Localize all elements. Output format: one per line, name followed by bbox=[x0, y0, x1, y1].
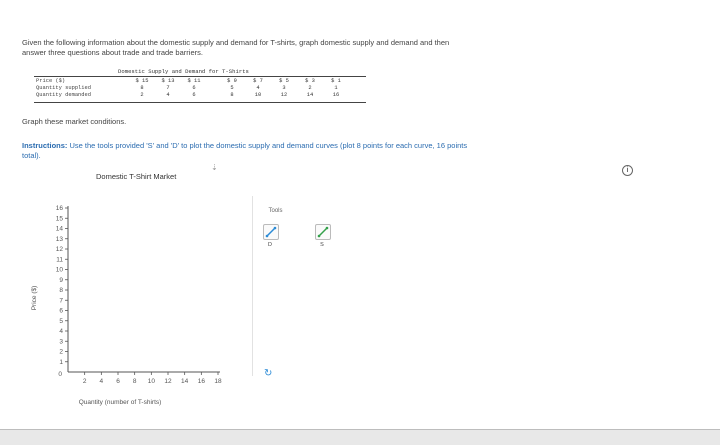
y-tick-label: 2 bbox=[59, 348, 63, 356]
x-tick-label: 14 bbox=[181, 378, 189, 385]
y-tick-label: 10 bbox=[55, 266, 63, 274]
y-axis-label: Price ($) bbox=[31, 285, 38, 311]
table-cell: $ 9 bbox=[227, 78, 237, 84]
table-cell: 12 bbox=[280, 92, 288, 98]
intro-line-1: Given the following information about the domestic supply and demand for T-shirts, graph domestic supply and demand and then bbox=[22, 38, 450, 47]
x-axis-label: Quantity (number of T-shirts) bbox=[78, 399, 162, 406]
instructions-text-cont: total). bbox=[22, 151, 41, 160]
mouse-cursor-icon: ⇣ bbox=[211, 163, 218, 172]
chart-title: Domestic T-Shirt Market bbox=[96, 172, 177, 181]
y-tick-label: 16 bbox=[55, 205, 63, 212]
domestic-tshirt-chart[interactable] bbox=[18, 196, 248, 426]
y-tick-label: 9 bbox=[59, 276, 63, 284]
y-tick-label: 13 bbox=[55, 235, 63, 243]
intro-line-2: answer three questions about trade and trade barriers. bbox=[22, 48, 203, 57]
y-tick-label: 12 bbox=[55, 246, 63, 253]
x-tick-label: 12 bbox=[164, 378, 172, 385]
table-cell: 4 bbox=[166, 92, 170, 98]
table-cell: 2 bbox=[308, 85, 312, 91]
demand-tool-label: D bbox=[268, 242, 272, 248]
y-tick-label: 5 bbox=[59, 317, 63, 325]
table-row-label: Quantity supplied bbox=[36, 85, 91, 91]
tools-label: Tools bbox=[268, 208, 283, 214]
graph-conditions-text: Graph these market conditions. bbox=[22, 117, 127, 126]
table-row-label: Quantity demanded bbox=[36, 92, 91, 98]
intro-text bbox=[22, 38, 682, 58]
x-tick-label: 4 bbox=[99, 378, 104, 385]
table-rule-top bbox=[34, 76, 366, 77]
table-title: Domestic Supply and Demand for T-Shirts bbox=[118, 68, 249, 75]
x-tick-label: 16 bbox=[197, 378, 205, 385]
table-cell: 14 bbox=[306, 92, 314, 98]
supply-tool-button[interactable] bbox=[315, 224, 331, 240]
table-cell: 4 bbox=[256, 85, 260, 91]
y-tick-label: 1 bbox=[59, 358, 63, 366]
table-cell: 2 bbox=[140, 92, 144, 98]
y-tick-label: 8 bbox=[59, 287, 63, 294]
table-cell: 1 bbox=[334, 85, 338, 91]
x-tick-label: 10 bbox=[147, 378, 155, 385]
demand-tool-button[interactable] bbox=[263, 224, 279, 240]
table-cell: 6 bbox=[192, 85, 196, 91]
x-tick-label: 8 bbox=[132, 378, 137, 385]
y-tick-label: 6 bbox=[59, 307, 63, 315]
table-cell: $ 5 bbox=[279, 78, 289, 84]
table-cell: $ 13 bbox=[161, 78, 175, 84]
instructions-label: Instructions: bbox=[22, 141, 68, 150]
table-cell: $ 7 bbox=[253, 78, 263, 84]
line-tool-icon bbox=[316, 225, 330, 239]
line-tool-icon bbox=[264, 225, 278, 239]
y-tick-label: 15 bbox=[55, 215, 63, 223]
table-cell: 10 bbox=[254, 92, 262, 98]
table-cell: $ 1 bbox=[331, 78, 341, 84]
table-cell: 5 bbox=[230, 85, 234, 91]
table-cell: $ 15 bbox=[135, 78, 149, 84]
x-tick-label: 6 bbox=[116, 378, 120, 385]
table-cell: 8 bbox=[140, 85, 144, 91]
tools-panel bbox=[252, 196, 345, 376]
info-icon[interactable]: i bbox=[622, 165, 633, 176]
x-tick-label: 2 bbox=[82, 378, 87, 385]
table-cell: 8 bbox=[230, 92, 234, 98]
table-cell: 16 bbox=[332, 92, 340, 98]
y-tick-label: 4 bbox=[59, 328, 63, 335]
table-cell: 3 bbox=[282, 85, 286, 91]
y-tick-label: 3 bbox=[59, 338, 63, 346]
table-row-label: Price ($) bbox=[36, 78, 66, 84]
y-tick-label: 11 bbox=[56, 256, 63, 264]
reset-icon[interactable]: ↻ bbox=[264, 368, 273, 379]
table-cell: $ 3 bbox=[305, 78, 315, 84]
supply-tool-label: S bbox=[320, 242, 324, 248]
table-cell: 7 bbox=[166, 85, 170, 91]
origin-label: 0 bbox=[58, 371, 62, 378]
footer-bar bbox=[0, 430, 720, 445]
x-tick-label: 18 bbox=[214, 378, 222, 385]
y-tick-label: 14 bbox=[55, 225, 63, 233]
table-cell: 6 bbox=[192, 92, 196, 98]
table-rule-bottom bbox=[34, 102, 366, 103]
table-cell: $ 11 bbox=[187, 78, 201, 84]
instructions-text bbox=[22, 141, 662, 150]
y-tick-label: 7 bbox=[59, 297, 63, 305]
instructions-body: Use the tools provided 'S' and 'D' to plot the domestic supply and demand curves (plot 8 points for each curve, 16 points bbox=[67, 141, 468, 150]
